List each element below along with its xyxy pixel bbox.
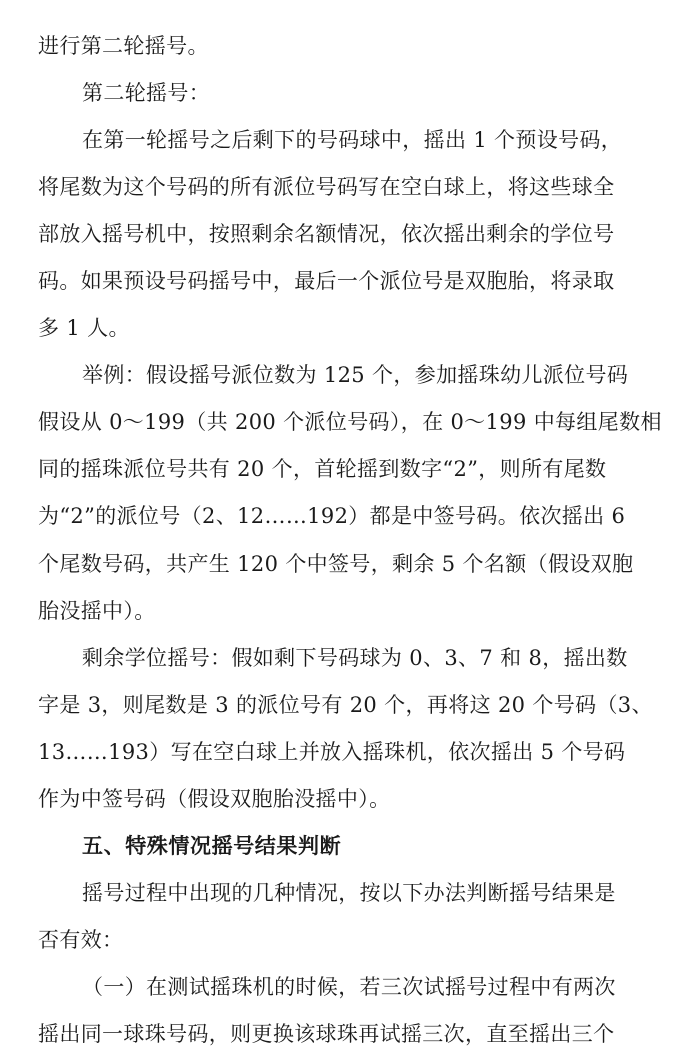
section-heading: 五、特殊情况摇号结果判断 — [82, 834, 342, 858]
text-line: 举例：假设摇号派位数为 125 个，参加摇珠幼儿派位号码 — [82, 363, 629, 387]
text-line: 码。如果预设号码摇号中，最后一个派位号是双胞胎，将录取 — [38, 269, 615, 293]
text-line: 否有效： — [38, 928, 124, 952]
text-line: 摇号过程中出现的几种情况，按以下办法判断摇号结果是 — [82, 881, 616, 905]
text-line: 进行第二轮摇号。 — [38, 34, 209, 58]
text-line: 为“2”的派位号（2、12……192）都是中签号码。依次摇出 6 — [38, 504, 626, 528]
text-line: 部放入摇号机中，按照剩余名额情况，依次摇出剩余的学位号 — [38, 222, 615, 246]
text-line: 多 1 人。 — [38, 316, 130, 340]
text-line: 将尾数为这个号码的所有派位号码写在空白球上，将这些球全 — [38, 175, 615, 199]
text-line: 摇出同一球珠号码，则更换该球珠再试摇三次，直至摇出三个 — [38, 1022, 615, 1046]
text-line: 13……193）写在空白球上并放入摇珠机，依次摇出 5 个号码 — [38, 740, 626, 764]
text-line: 同的摇珠派位号共有 20 个，首轮摇到数字“2”，则所有尾数 — [38, 457, 607, 481]
text-line: 剩余学位摇号：假如剩下号码球为 0、3、7 和 8，摇出数 — [82, 646, 628, 670]
text-line: 字是 3，则尾数是 3 的派位号有 20 个，再将这 20 个号码（3、 — [38, 693, 653, 717]
text-line: 胎没摇中）。 — [38, 599, 156, 623]
text-line: 作为中签号码（假设双胞胎没摇中）。 — [38, 787, 391, 811]
text-line: 在第一轮摇号之后剩下的号码球中，摇出 1 个预设号码， — [82, 128, 623, 152]
text-line: 假设从 0～199（共 200 个派位号码），在 0～199 中每组尾数相 — [38, 410, 662, 434]
text-line: （一）在测试摇珠机的时候，若三次试摇号过程中有两次 — [82, 975, 616, 999]
text-line: 个尾数号码，共产生 120 个中签号，剩余 5 个名额（假设双胞 — [38, 552, 634, 576]
text-line: 第二轮摇号： — [82, 81, 211, 105]
